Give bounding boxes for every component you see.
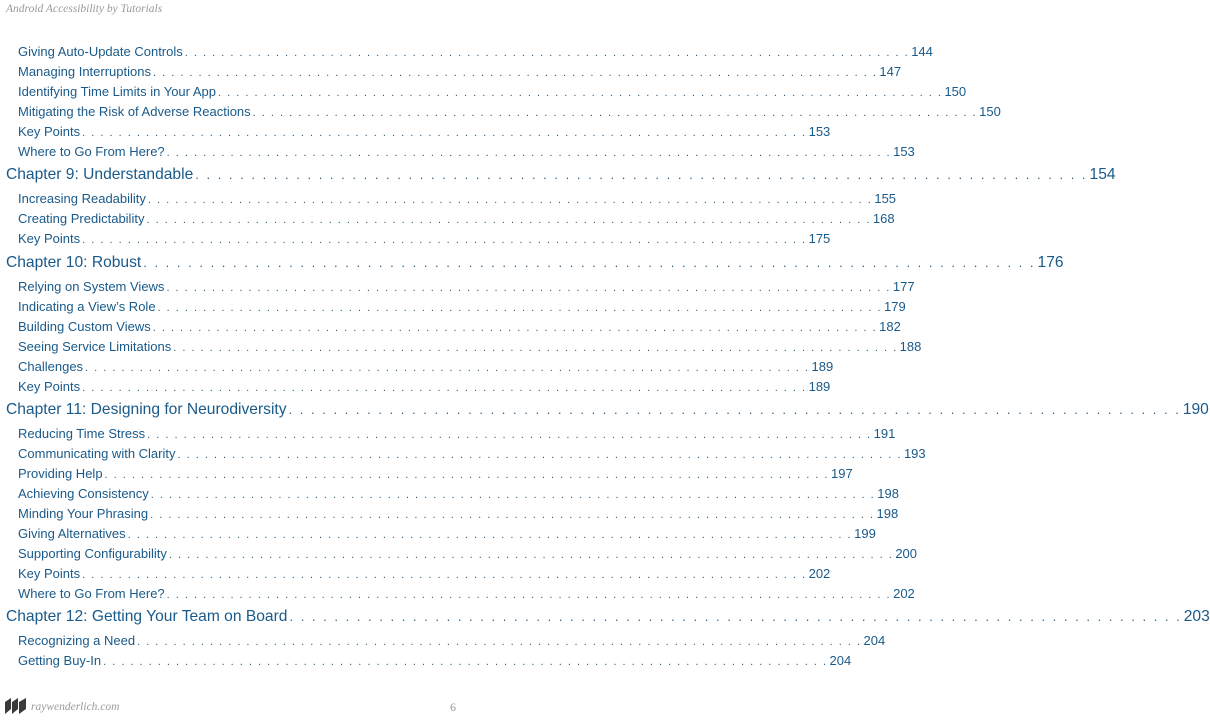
toc-title: Supporting Configurability (18, 546, 167, 561)
toc-page-number: 204 (829, 653, 852, 668)
dot-leader: . . . . . . . . . . . . . . . . . . . . . . . . . . . . . . . . . . . . . . . . . . . . . . . . . . . . . . . . . . . . . . . . . . . . . . . . . . . . . . . . (173, 342, 898, 354)
toc-entry-row[interactable] (18, 124, 831, 144)
dot-leader: . . . . . . . . . . . . . . . . . . . . . . . . . . . . . . . . . . . . . . . . . . . . . . . . . . . . . . . . . . . . . . . . . . . . . . . . . . . . . . . . (137, 636, 862, 648)
toc-page-number: 150 (944, 84, 967, 99)
toc-entry-row[interactable] (18, 566, 831, 586)
toc-entry-row[interactable] (18, 211, 895, 231)
toc-page-number: 189 (808, 379, 831, 394)
toc-page-number: 193 (903, 446, 926, 461)
toc-title: Key Points (18, 231, 81, 246)
toc-title: Key Points (18, 566, 81, 581)
toc-page-number: 147 (879, 64, 902, 79)
toc-entry-row[interactable] (18, 653, 852, 673)
toc-page-number: 175 (808, 231, 831, 246)
dot-leader: . . . . . . . . . . . . . . . . . . . . . . . . . . . . . . . . . . . . . . . . . . . . . . . . . . . . . . . . . . . . . . . . . . . . . . . . . . . . . . . . (195, 167, 1088, 182)
toc-page-number: 189 (811, 359, 834, 374)
toc-entry-row[interactable] (18, 319, 901, 339)
toc-page-number: 150 (979, 104, 1001, 119)
toc-title: Indicating a View’s Role (18, 299, 156, 314)
dot-leader: . . . . . . . . . . . . . . . . . . . . . . . . . . . . . . . . . . . . . . . . . . . . . . . . . . . . . . . . . . . . . . . . . . . . . . . . . . . . . . . . (82, 382, 807, 394)
toc-page-number: 168 (872, 211, 895, 226)
toc-title: Recognizing a Need (18, 633, 136, 648)
dot-leader: . . . . . . . . . . . . . . . . . . . . . . . . . . . . . . . . . . . . . . . . . . . . . . . . . . . . . . . . . . . . . . . . . . . . . . . . . . . . . . . . (184, 47, 910, 59)
toc-entry-row[interactable] (18, 546, 918, 566)
dot-leader: . . . . . . . . . . . . . . . . . . . . . . . . . . . . . . . . . . . . . . . . . . . . . . . . . . . . . . . . . . . . . . . . . . . . . . . . . . . . . . . . (157, 302, 882, 314)
toc-entry-row[interactable] (18, 44, 933, 64)
toc-page-number: 191 (873, 426, 896, 441)
toc-entry-row[interactable] (18, 486, 899, 506)
toc-entry-row[interactable] (18, 231, 831, 251)
toc-entry-row[interactable] (18, 191, 897, 211)
toc-title: Giving Alternatives (18, 526, 126, 541)
toc-entry-row[interactable] (18, 586, 915, 606)
toc-title: Challenges (18, 359, 84, 374)
toc-title: Building Custom Views (18, 319, 151, 334)
dot-leader: . . . . . . . . . . . . . . . . . . . . . . . . . . . . . . . . . . . . . . . . . . . . . . . . . . . . . . . . . . . . . . . . . . . . . . . . . . . . . . . . (147, 194, 873, 206)
toc-title: Chapter 12: Getting Your Team on Board (6, 608, 288, 625)
dot-leader: . . . . . . . . . . . . . . . . . . . . . . . . . . . . . . . . . . . . . . . . . . . . . . . . . . . . . . . . . . . . . . . . . . . . . . . . . . . . . . . . (218, 87, 943, 99)
toc-chapter-row[interactable] (6, 254, 1064, 274)
toc-title: Achieving Consistency (18, 486, 149, 501)
dot-leader: . . . . . . . . . . . . . . . . . . . . . . . . . . . . . . . . . . . . . . . . . . . . . . . . . . . . . . . . . . . . . . . . . . . . . . . . . . . . . . . . (152, 67, 878, 79)
toc-title: Creating Predictability (18, 211, 145, 226)
toc-entry-row[interactable] (18, 104, 1001, 124)
toc-chapter-row[interactable] (6, 166, 1116, 186)
dot-leader: . . . . . . . . . . . . . . . . . . . . . . . . . . . . . . . . . . . . . . . . . . . . . . . . . . . . . . . . . . . . . . . . . . . . . . . . . . . . . . . . (168, 549, 894, 561)
toc-title: Communicating with Clarity (18, 446, 176, 461)
toc-title: Getting Buy-In (18, 653, 102, 668)
toc-page-number: 144 (911, 44, 933, 59)
toc-page-number: 198 (876, 506, 899, 521)
dot-leader: . . . . . . . . . . . . . . . . . . . . . . . . . . . . . . . . . . . . . . . . . . . . . . . . . . . . . . . . . . . . . . . . . . . . . . . . . . . . . . . . (82, 569, 807, 581)
toc-entry-row[interactable] (18, 633, 886, 653)
dot-leader: . . . . . . . . . . . . . . . . . . . . . . . . . . . . . . . . . . . . . . . . . . . . . . . . . . . . . . . . . . . . . . . . . . . . . . . . . . . . . . . . (152, 322, 878, 334)
toc-page-number: 197 (830, 466, 853, 481)
toc-page-number: 190 (1182, 401, 1209, 418)
toc-page-number: 153 (808, 124, 831, 139)
dot-leader: . . . . . . . . . . . . . . . . . . . . . . . . . . . . . . . . . . . . . . . . . . . . . . . . . . . . . . . . . . . . . . . . . . . . . . . . . . . . . . . . (143, 255, 1036, 270)
toc-page-number: 204 (863, 633, 886, 648)
toc-chapter-row[interactable] (6, 401, 1209, 421)
toc-entry-row[interactable] (18, 446, 926, 466)
toc-page-number: 182 (879, 319, 901, 334)
dot-leader: . . . . . . . . . . . . . . . . . . . . . . . . . . . . . . . . . . . . . . . . . . . . . . . . . . . . . . . . . . . . . . . . . . . . . . . . . . . . . . . . (82, 234, 807, 246)
dot-leader: . . . . . . . . . . . . . . . . . . . . . . . . . . . . . . . . . . . . . . . . . . . . . . . . . . . . . . . . . . . . . . . . . . . . . . . . . . . . . . . . (103, 656, 828, 668)
toc-page-number: 200 (895, 546, 918, 561)
dot-leader: . . . . . . . . . . . . . . . . . . . . . . . . . . . . . . . . . . . . . . . . . . . . . . . . . . . . . . . . . . . . . . . . . . . . . . . . . . . . . . . . (85, 362, 810, 374)
toc-page-number: 199 (854, 526, 876, 541)
toc-title: Key Points (18, 379, 81, 394)
toc-entry-row[interactable] (18, 466, 853, 486)
toc-page-number: 202 (808, 566, 831, 581)
running-header: Android Accessibility by Tutorials (6, 3, 163, 15)
dot-leader: . . . . . . . . . . . . . . . . . . . . . . . . . . . . . . . . . . . . . . . . . . . . . . . . . . . . . . . . . . . . . . . . . . . . . . . . . . . . . . . . (288, 402, 1181, 417)
toc-title: Reducing Time Stress (18, 426, 146, 441)
toc-title: Chapter 10: Robust (6, 254, 142, 271)
toc-page-number: 179 (884, 299, 906, 314)
toc-entry-row[interactable] (18, 359, 834, 379)
toc-entry-row[interactable] (18, 144, 915, 164)
dot-leader: . . . . . . . . . . . . . . . . . . . . . . . . . . . . . . . . . . . . . . . . . . . . . . . . . . . . . . . . . . . . . . . . . . . . . . . . . . . . . . . . (82, 127, 807, 139)
toc-entry-row[interactable] (18, 379, 831, 399)
dot-leader: . . . . . . . . . . . . . . . . . . . . . . . . . . . . . . . . . . . . . . . . . . . . . . . . . . . . . . . . . . . . . . . . . . . . . . . . . . . . . . . . (147, 429, 872, 441)
dot-leader: . . . . . . . . . . . . . . . . . . . . . . . . . . . . . . . . . . . . . . . . . . . . . . . . . . . . . . . . . . . . . . . . . . . . . . . . . . . . . . . . (104, 469, 829, 481)
toc-title: Identifying Time Limits in Your App (18, 84, 217, 99)
toc-entry-row[interactable] (18, 339, 922, 359)
toc-title: Seeing Service Limitations (18, 339, 172, 354)
toc-entry-row[interactable] (18, 64, 902, 84)
footer-page-number: 6 (450, 700, 456, 714)
toc-title: Chapter 9: Understandable (6, 166, 194, 183)
toc-entry-row[interactable] (18, 279, 915, 299)
toc-entry-row[interactable] (18, 506, 899, 526)
page-footer (0, 690, 466, 720)
toc-entry-row[interactable] (18, 526, 876, 546)
toc-title: Relying on System Views (18, 279, 165, 294)
toc-page-number: 203 (1183, 608, 1210, 625)
dot-leader: . . . . . . . . . . . . . . . . . . . . . . . . . . . . . . . . . . . . . . . . . . . . . . . . . . . . . . . . . . . . . . . . . . . . . . . . . . . . . . . . (166, 589, 892, 601)
toc-title: Providing Help (18, 466, 103, 481)
dot-leader: . . . . . . . . . . . . . . . . . . . . . . . . . . . . . . . . . . . . . . . . . . . . . . . . . . . . . . . . . . . . . . . . . . . . . . . . . . . . . . . . (150, 509, 875, 521)
toc-page-number: 198 (877, 486, 899, 501)
toc-title: Where to Go From Here? (18, 586, 165, 601)
toc-entry-row[interactable] (18, 299, 906, 319)
raywenderlich-logo-icon (5, 698, 26, 715)
dot-leader: . . . . . . . . . . . . . . . . . . . . . . . . . . . . . . . . . . . . . . . . . . . . . . . . . . . . . . . . . . . . . . . . . . . . . . . . . . . . . . . . (146, 214, 871, 226)
footer-site-name: raywenderlich.com (31, 701, 120, 713)
toc-page-number: 154 (1089, 166, 1116, 183)
toc-page-number: 202 (893, 586, 915, 601)
toc-title: Where to Go From Here? (18, 144, 165, 159)
toc-page-number: 155 (874, 191, 897, 206)
dot-leader: . . . . . . . . . . . . . . . . . . . . . . . . . . . . . . . . . . . . . . . . . . . . . . . . . . . . . . . . . . . . . . . . . . . . . . . . . . . . . . . . (127, 529, 853, 541)
toc-page-number: 176 (1037, 254, 1064, 271)
dot-leader: . . . . . . . . . . . . . . . . . . . . . . . . . . . . . . . . . . . . . . . . . . . . . . . . . . . . . . . . . . . . . . . . . . . . . . . . . . . . . . . . (150, 489, 876, 501)
dot-leader: . . . . . . . . . . . . . . . . . . . . . . . . . . . . . . . . . . . . . . . . . . . . . . . . . . . . . . . . . . . . . . . . . . . . . . . . . . . . . . . . (289, 609, 1182, 624)
toc-chapter-row[interactable] (6, 608, 1210, 628)
toc-title: Mitigating the Risk of Adverse Reactions (18, 104, 251, 119)
toc-page-number: 177 (892, 279, 915, 294)
toc-page-number: 188 (899, 339, 922, 354)
toc-title: Chapter 11: Designing for Neurodiversity (6, 401, 287, 418)
toc-title: Increasing Readability (18, 191, 146, 206)
toc-title: Minding Your Phrasing (18, 506, 149, 521)
dot-leader: . . . . . . . . . . . . . . . . . . . . . . . . . . . . . . . . . . . . . . . . . . . . . . . . . . . . . . . . . . . . . . . . . . . . . . . . . . . . . . . . (166, 282, 891, 294)
toc-entry-row[interactable] (18, 426, 896, 446)
dot-leader: . . . . . . . . . . . . . . . . . . . . . . . . . . . . . . . . . . . . . . . . . . . . . . . . . . . . . . . . . . . . . . . . . . . . . . . . . . . . . . . . (252, 107, 978, 119)
toc-title: Giving Auto-Update Controls (18, 44, 183, 59)
dot-leader: . . . . . . . . . . . . . . . . . . . . . . . . . . . . . . . . . . . . . . . . . . . . . . . . . . . . . . . . . . . . . . . . . . . . . . . . . . . . . . . . (166, 147, 892, 159)
dot-leader: . . . . . . . . . . . . . . . . . . . . . . . . . . . . . . . . . . . . . . . . . . . . . . . . . . . . . . . . . . . . . . . . . . . . . . . . . . . . . . . . (177, 449, 902, 461)
toc-title: Key Points (18, 124, 81, 139)
toc-entry-row[interactable] (18, 84, 967, 104)
toc-title: Managing Interruptions (18, 64, 151, 79)
toc-page-number: 153 (893, 144, 915, 159)
